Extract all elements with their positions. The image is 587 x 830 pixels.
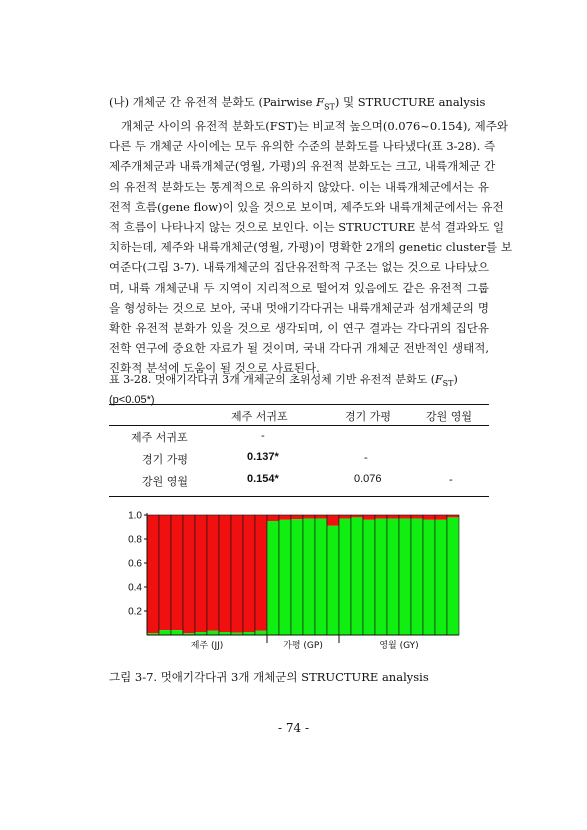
body-line: 며, 내륙 개체군내 두 지역이 지리적으로 떨어져 있음에도 같은 유전적 그룹 bbox=[109, 280, 489, 295]
section-heading: (나) 개체군 간 유전적 분화도 (Pairwise $F_{ST}$) 및 STRUCTURE analysis bbox=[109, 95, 486, 112]
bar-segment-red bbox=[315, 515, 327, 519]
table-row-label: 제주 서귀포 bbox=[131, 431, 188, 444]
body-line: 제주개체군과 내륙개체군(영월, 가평)의 유전적 분화도는 크고, 내륙개체군 간 bbox=[109, 159, 496, 174]
bar-segment-green bbox=[291, 519, 303, 635]
bar-segment-red bbox=[363, 515, 375, 520]
bar-segment-red bbox=[195, 515, 207, 632]
bar-segment-green bbox=[411, 519, 423, 635]
bar-segment-red bbox=[159, 515, 171, 630]
bar-segment-red bbox=[183, 515, 195, 633]
bar-segment-red bbox=[171, 515, 183, 630]
bar-segment-red bbox=[399, 515, 411, 519]
body-line: 진화적 분석에 도움이 될 것으로 사료된다. bbox=[109, 361, 320, 376]
y-tick-label: 1.0 bbox=[128, 510, 142, 522]
bar-segment-red bbox=[435, 515, 447, 520]
bar-segment-red bbox=[411, 515, 423, 519]
bar-segment-green bbox=[267, 521, 279, 635]
bar-segment-green bbox=[327, 526, 339, 635]
bar-segment-red bbox=[267, 515, 279, 521]
bar-segment-red bbox=[327, 515, 339, 526]
body-line: 의 유전적 분화도는 통계적으로 유의하지 않았다. 이는 내륙개체군에서는 유 bbox=[109, 179, 489, 194]
bar-segment-red bbox=[351, 515, 363, 517]
table-bottom-rule bbox=[109, 496, 489, 497]
bar-segment-red bbox=[423, 515, 435, 520]
body-line: 전학 연구에 중요한 자료가 될 것이며, 국내 각다귀 개체군 전반적인 생태적, bbox=[109, 341, 489, 356]
figure-caption: 그림 3-7. 멋애기각다귀 3개 개체군의 STRUCTURE analysis bbox=[109, 670, 429, 684]
table-row-label: 강원 영월 bbox=[142, 475, 189, 488]
body-line: 여준다(그림 3-7). 내륙개체군의 집단유전학적 구조는 없는 것으로 나타났으 bbox=[109, 260, 489, 275]
body-line: 전적 흐름(gene flow)이 있을 것으로 보이며, 제주도와 내륙개체군에서는 유전 bbox=[109, 199, 504, 214]
table-cell: 0.076 bbox=[354, 473, 382, 485]
bar-segment-green bbox=[447, 517, 459, 635]
group-label: 가평 (GP) bbox=[283, 641, 323, 651]
bar-segment-green bbox=[363, 520, 375, 635]
group-label: 제주 (JJ) bbox=[190, 641, 224, 651]
bar-segment-green bbox=[375, 519, 387, 635]
table-top-rule bbox=[109, 404, 489, 405]
y-tick-label: 0.2 bbox=[128, 606, 142, 618]
group-label: 영월 (GY) bbox=[379, 641, 419, 651]
body-paragraph bbox=[109, 116, 512, 378]
structure-bar-chart bbox=[115, 507, 465, 657]
bar-segment-red bbox=[219, 515, 231, 632]
bar-segment-red bbox=[279, 515, 291, 520]
y-tick-label: 0.4 bbox=[128, 582, 142, 594]
y-tick-label: 0.8 bbox=[128, 534, 142, 546]
table-cell: 0.137* bbox=[247, 451, 279, 463]
bar-segment-green bbox=[339, 519, 351, 635]
table-cell: - bbox=[449, 473, 453, 486]
table-row-label: 경기 가평 bbox=[142, 453, 189, 466]
bar-segment-green bbox=[207, 631, 219, 635]
bar-segment-red bbox=[291, 515, 303, 519]
table-col-header: 제주 서귀포 bbox=[231, 410, 288, 423]
body-line: 을 형성하는 것으로 보아, 국내 멋애기각다귀는 내륙개체군과 섬개체군의 명 bbox=[109, 300, 489, 315]
bar-segment-green bbox=[423, 520, 435, 635]
structure-figure bbox=[115, 507, 465, 661]
bar-segment-red bbox=[255, 515, 267, 631]
table-col-header: 강원 영월 bbox=[426, 410, 473, 423]
bar-segment-red bbox=[243, 515, 255, 632]
bar-segment-green bbox=[171, 630, 183, 635]
bar-segment-red bbox=[375, 515, 387, 519]
body-line: 다른 두 개체군 사이에는 모두 유의한 수준의 분화도를 나타냈다(표 3-28). 즉 bbox=[109, 139, 496, 154]
bar-segment-green bbox=[399, 519, 411, 635]
bar-segment-red bbox=[147, 515, 159, 633]
table-cell: - bbox=[261, 429, 265, 442]
body-line: 치하는데, 제주와 내륙개체군(영월, 가평)이 명확한 2개의 genetic cluster를 보 bbox=[109, 240, 512, 255]
bar-segment-red bbox=[303, 515, 315, 519]
body-line: 확한 유전적 분화가 있을 것으로 생각되며, 이 연구 결과는 각다귀의 집단유 bbox=[109, 320, 489, 335]
bar-segment-green bbox=[159, 630, 171, 635]
y-tick-label: 0.6 bbox=[128, 558, 142, 570]
bar-segment-red bbox=[231, 515, 243, 633]
bar-segment-red bbox=[447, 515, 459, 517]
bar-segment-green bbox=[351, 517, 363, 635]
bar-segment-red bbox=[387, 515, 399, 519]
bar-segment-green bbox=[387, 519, 399, 635]
bar-segment-red bbox=[339, 515, 351, 519]
page-number: - 74 - bbox=[277, 721, 309, 735]
body-line: 개체군 사이의 유전적 분화도(FST)는 비교적 높으며(0.076~0.154), 제주와 bbox=[121, 119, 508, 133]
body-line: 적 흐름이 나타나지 않는 것으로 보인다. 이는 STRUCTURE 분석 결과와도 일 bbox=[109, 219, 505, 234]
table-header-rule bbox=[109, 425, 489, 426]
bar-segment-green bbox=[435, 520, 447, 635]
bar-segment-green bbox=[279, 520, 291, 635]
bar-segment-green bbox=[315, 519, 327, 635]
table-col-header: 경기 가평 bbox=[345, 410, 392, 423]
bar-segment-green bbox=[255, 631, 267, 635]
table-caption: 표 3-28. 멋애기각다귀 3개 개체군의 초위성체 기반 유전적 분화도 $(F_{ST})$ (p<0.05*) bbox=[109, 373, 458, 407]
table-cell: 0.154* bbox=[247, 473, 279, 485]
bar-segment-green bbox=[303, 519, 315, 635]
table-cell: - bbox=[364, 451, 368, 464]
bar-segment-red bbox=[207, 515, 219, 631]
